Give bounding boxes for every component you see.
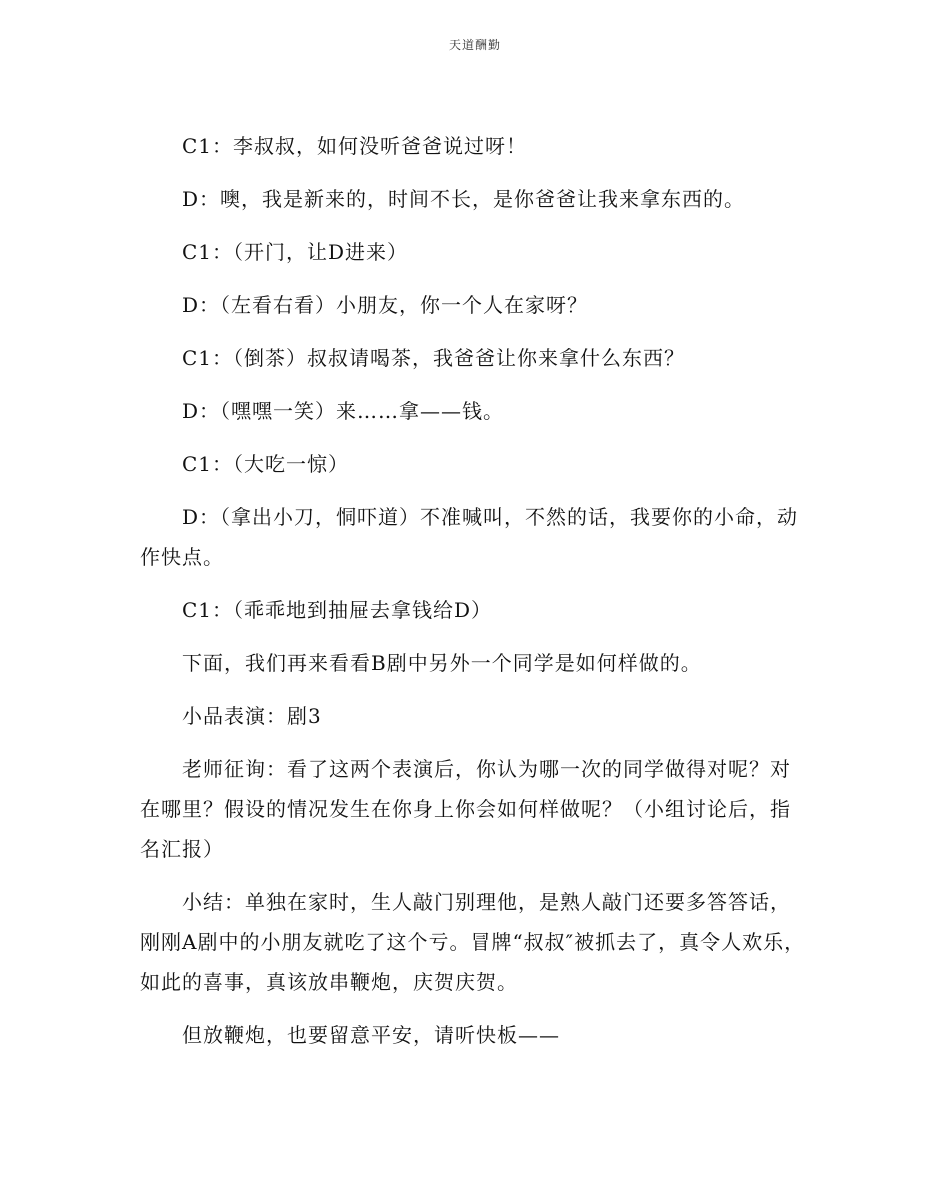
paragraph-teacher-question: 老师征询：看了这两个表演后，你认为哪一次的同学做得对呢？对在哪里？假设的情况发生在你身上你会如何样做呢？（小组讨论后，指名汇报） [140,757,791,861]
paragraph-closing: 但放鞭炮，也要留意平安，请听快板—— [182,1023,560,1047]
paragraph-dialogue-c1-4: C1：（大吃一惊） [182,452,350,476]
page-header: 天道酬勤 [448,38,501,52]
paragraph-skit-title: 小品表演：剧3 [182,704,322,728]
paragraph-dialogue-d-1: D：噢，我是新来的，时间不长，是你爸爸让我来拿东西的。 [182,187,746,211]
paragraph-dialogue-d-2: D：（左看右看）小朋友，你一个人在家呀？ [182,293,589,317]
document-body [140,126,810,1068]
paragraph-dialogue-d-3: D：（嘿嘿一笑）来……拿——钱。 [182,399,505,423]
paragraph-dialogue-c1-1: C1：李叔叔，如何没听爸爸说过呀！ [182,134,528,158]
paragraph-dialogue-d-4: D：（拿出小刀，恫吓道）不准喊叫，不然的话，我要你的小命，动作快点。 [140,505,799,569]
paragraph-transition: 下面，我们再来看看B剧中另外一个同学是如何样做的。 [182,651,702,675]
paragraph-dialogue-c1-3: C1：（倒茶）叔叔请喝茶，我爸爸让你来拿什么东西？ [182,346,686,370]
paragraph-summary: 小结：单独在家时，生人敲门别理他，是熟人敲门还要多答答话，刚刚A剧中的小朋友就吃了这个亏。冒牌“叔叔″被抓去了，真令人欢乐，如此的喜事，真该放串鞭炮，庆贺庆贺。 [140,890,806,994]
paragraph-dialogue-c1-2: C1：（开门，让D进来） [182,240,409,264]
paragraph-dialogue-c1-5: C1：（乖乖地到抽屉去拿钱给D） [182,598,493,622]
